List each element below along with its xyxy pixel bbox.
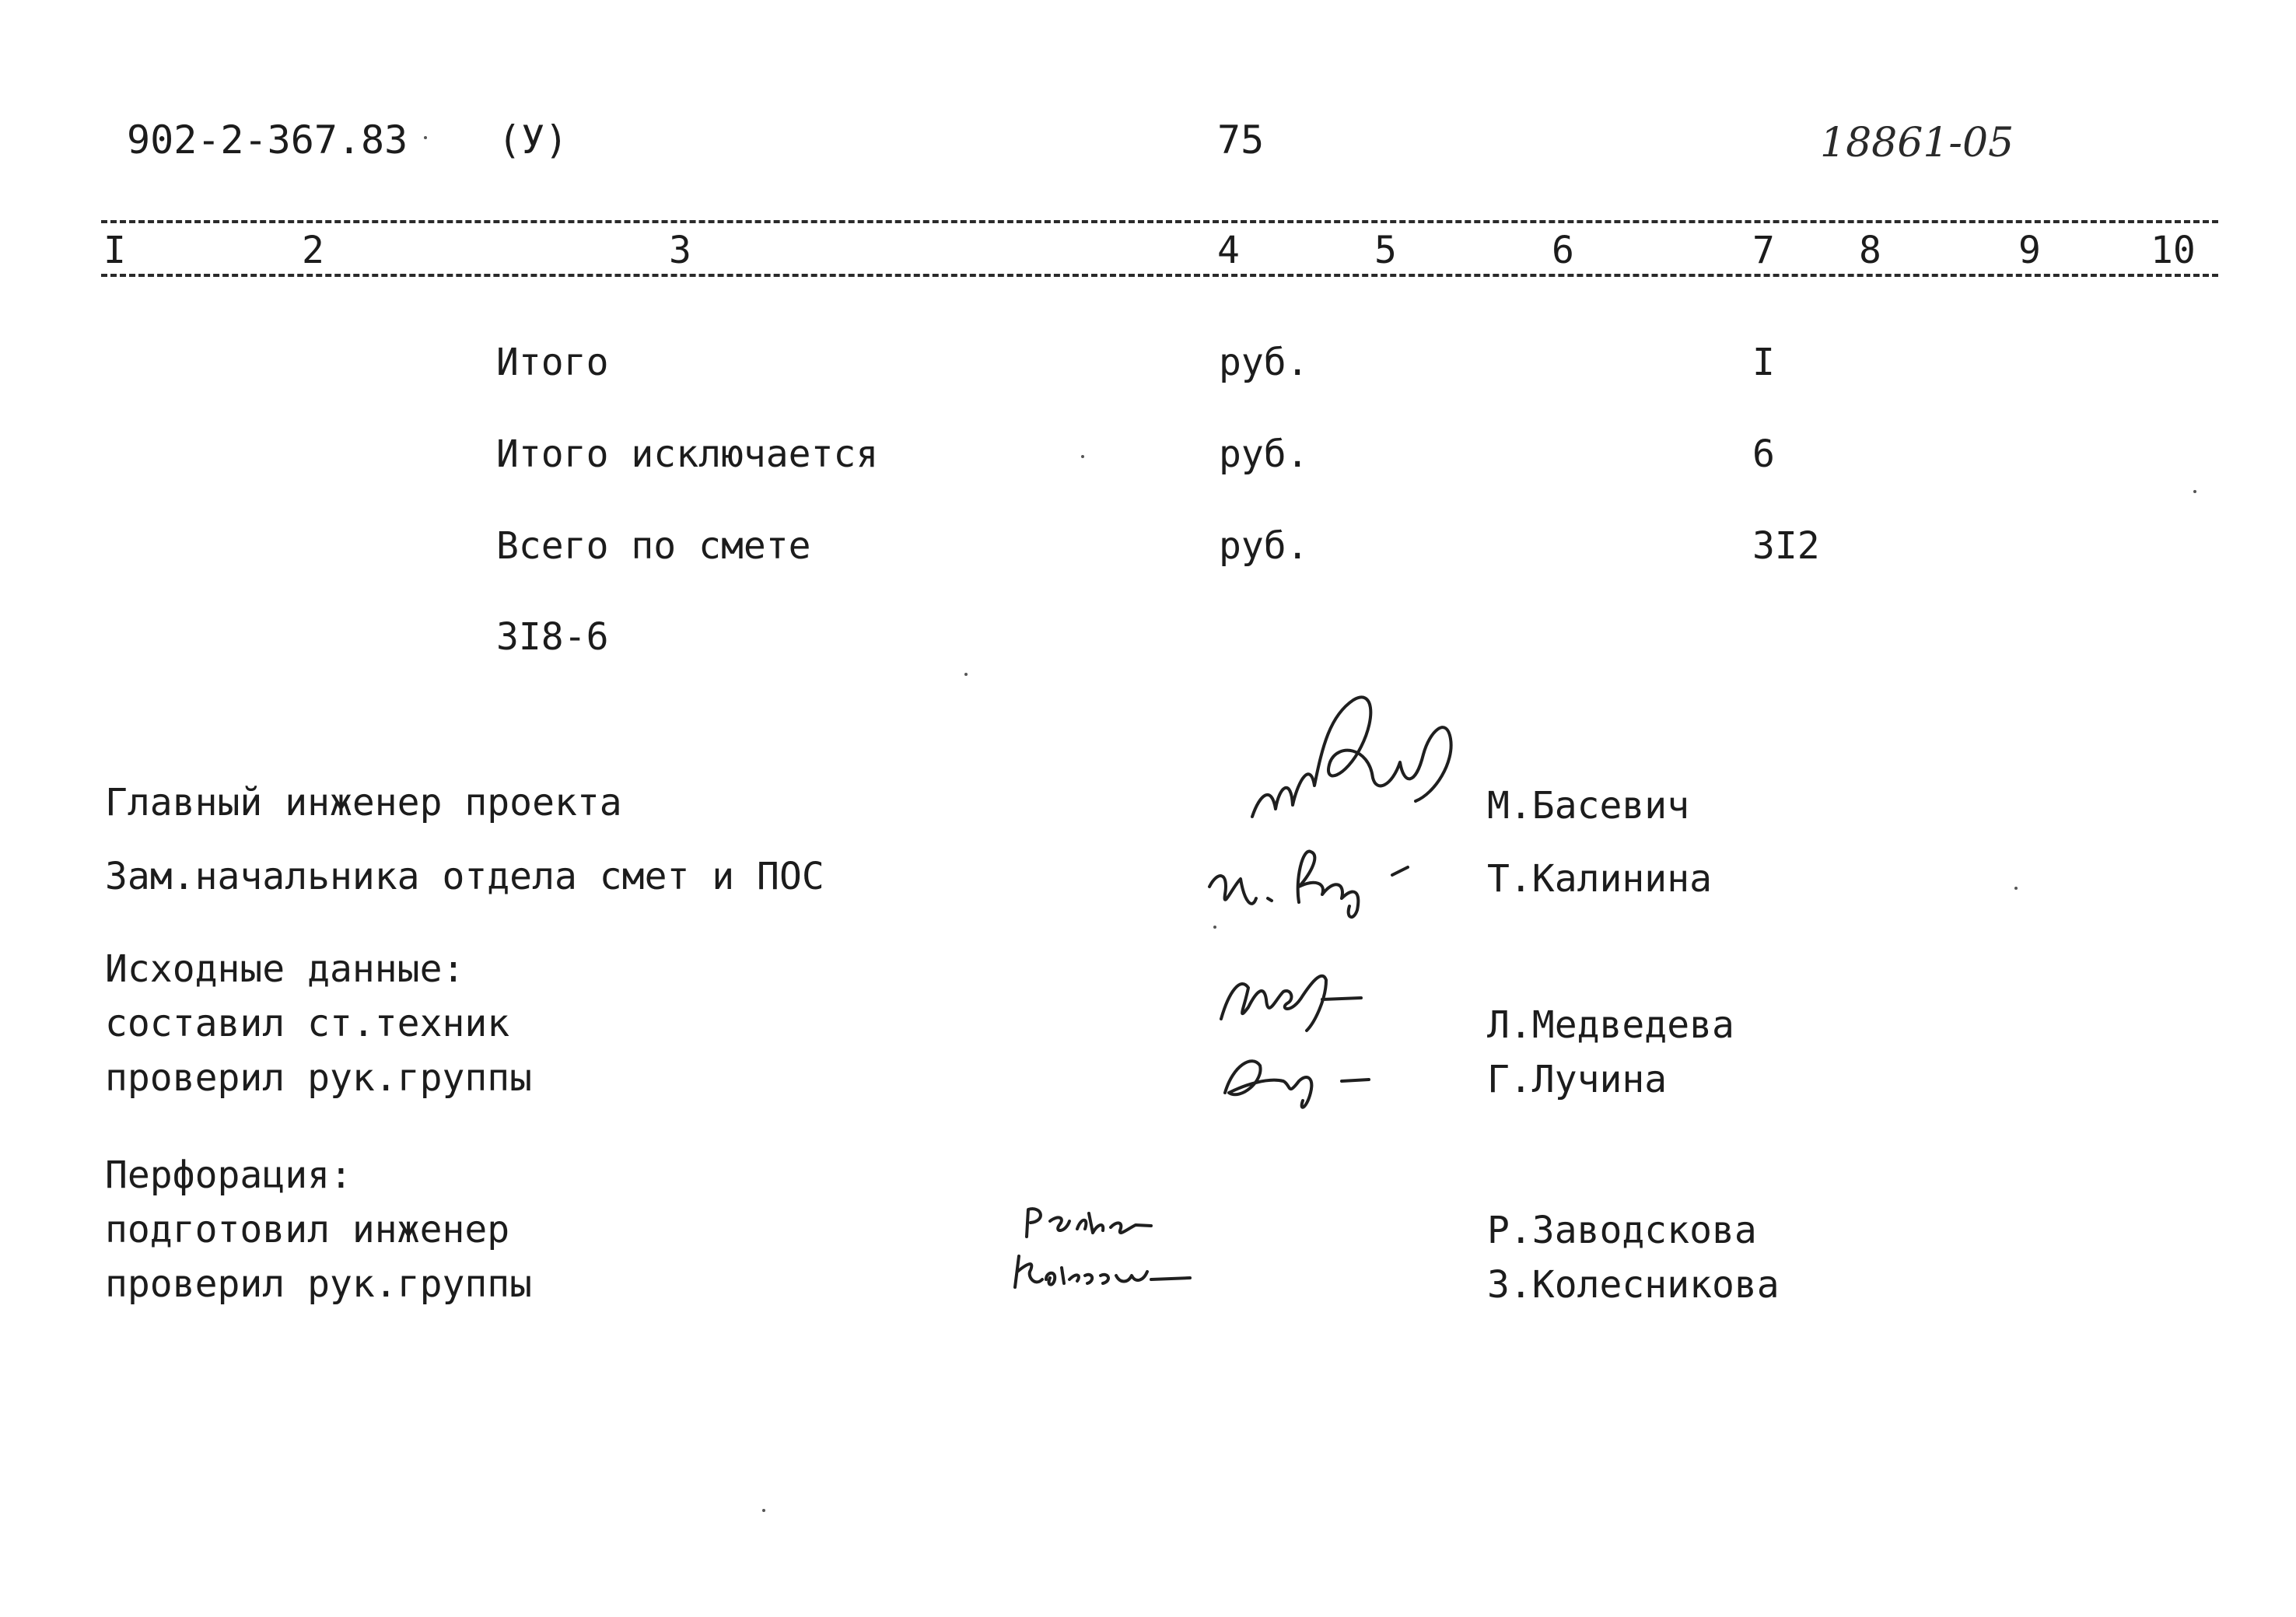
column-rule-top: [101, 220, 2218, 223]
signature-basevich: [1237, 669, 1470, 840]
handwritten-number: 18861-05: [1820, 120, 2014, 166]
column-number-5: 5: [1374, 229, 1397, 272]
column-number-4: 4: [1217, 229, 1240, 272]
estimate-total-value: 3I2: [1752, 524, 1820, 568]
perforation-checked-role: проверил рук.группы: [105, 1262, 533, 1306]
perforation-checked-name: З.Колесникова: [1487, 1263, 1780, 1307]
column-number-1: I: [103, 229, 126, 272]
perforation-prepared-name: Р.Заводскова: [1487, 1209, 1757, 1252]
scan-speck: [1081, 455, 1084, 458]
excluded-unit: руб.: [1219, 432, 1309, 476]
document-variant: (У): [498, 117, 569, 163]
total-unit: руб.: [1219, 341, 1309, 384]
scan-speck: [2014, 887, 2018, 890]
deputy-head-role: Зам.начальника отдела смет и ПОС: [105, 855, 824, 898]
source-compiled-role: составил ст.техник: [105, 1002, 510, 1045]
source-compiled-name: Л.Медведева: [1487, 1003, 1734, 1047]
scan-speck: [2193, 490, 2196, 493]
column-number-10: 10: [2151, 229, 2196, 272]
column-number-8: 8: [1859, 229, 1881, 272]
source-checked-name: Г.Лучина: [1487, 1058, 1668, 1101]
estimate-total-label: Всего по смете: [496, 524, 811, 568]
column-number-6: 6: [1552, 229, 1574, 272]
scan-speck: [964, 673, 968, 676]
column-number-7: 7: [1752, 229, 1775, 272]
signature-luchina: [1213, 1034, 1392, 1112]
column-rule-bottom: [101, 274, 2218, 277]
signature-medvedeva: [1206, 953, 1400, 1038]
column-number-9: 9: [2018, 229, 2041, 272]
estimate-total-unit: руб.: [1219, 524, 1309, 568]
scan-speck: [1213, 926, 1216, 929]
total-value: I: [1752, 341, 1775, 384]
perforation-prepared-role: подготовил инженер: [105, 1208, 510, 1251]
signature-zavodskova: [1011, 1198, 1206, 1244]
excluded-value: 6: [1752, 432, 1775, 476]
code-line: 3I8-6: [496, 615, 609, 659]
column-number-3: 3: [669, 229, 691, 272]
signature-kalinina: [1198, 832, 1431, 926]
scan-speck: [424, 136, 427, 139]
chief-engineer-role: Главный инженер проекта: [105, 781, 622, 824]
total-label: Итого: [496, 341, 609, 384]
document-code: 902-2-367.83: [127, 117, 408, 163]
chief-engineer-name: М.Басевич: [1487, 784, 1690, 828]
source-checked-role: проверил рук.группы: [105, 1056, 533, 1100]
column-number-2: 2: [302, 229, 324, 272]
source-data-heading: Исходные данные:: [105, 947, 465, 991]
perforation-heading: Перфорация:: [105, 1153, 352, 1197]
deputy-head-name: Т.Калинина: [1487, 857, 1712, 901]
signature-kolesnikova: [1003, 1248, 1213, 1295]
excluded-label: Итого исключается: [496, 432, 879, 476]
page-number: 75: [1217, 117, 1265, 163]
scan-speck: [762, 1509, 765, 1512]
